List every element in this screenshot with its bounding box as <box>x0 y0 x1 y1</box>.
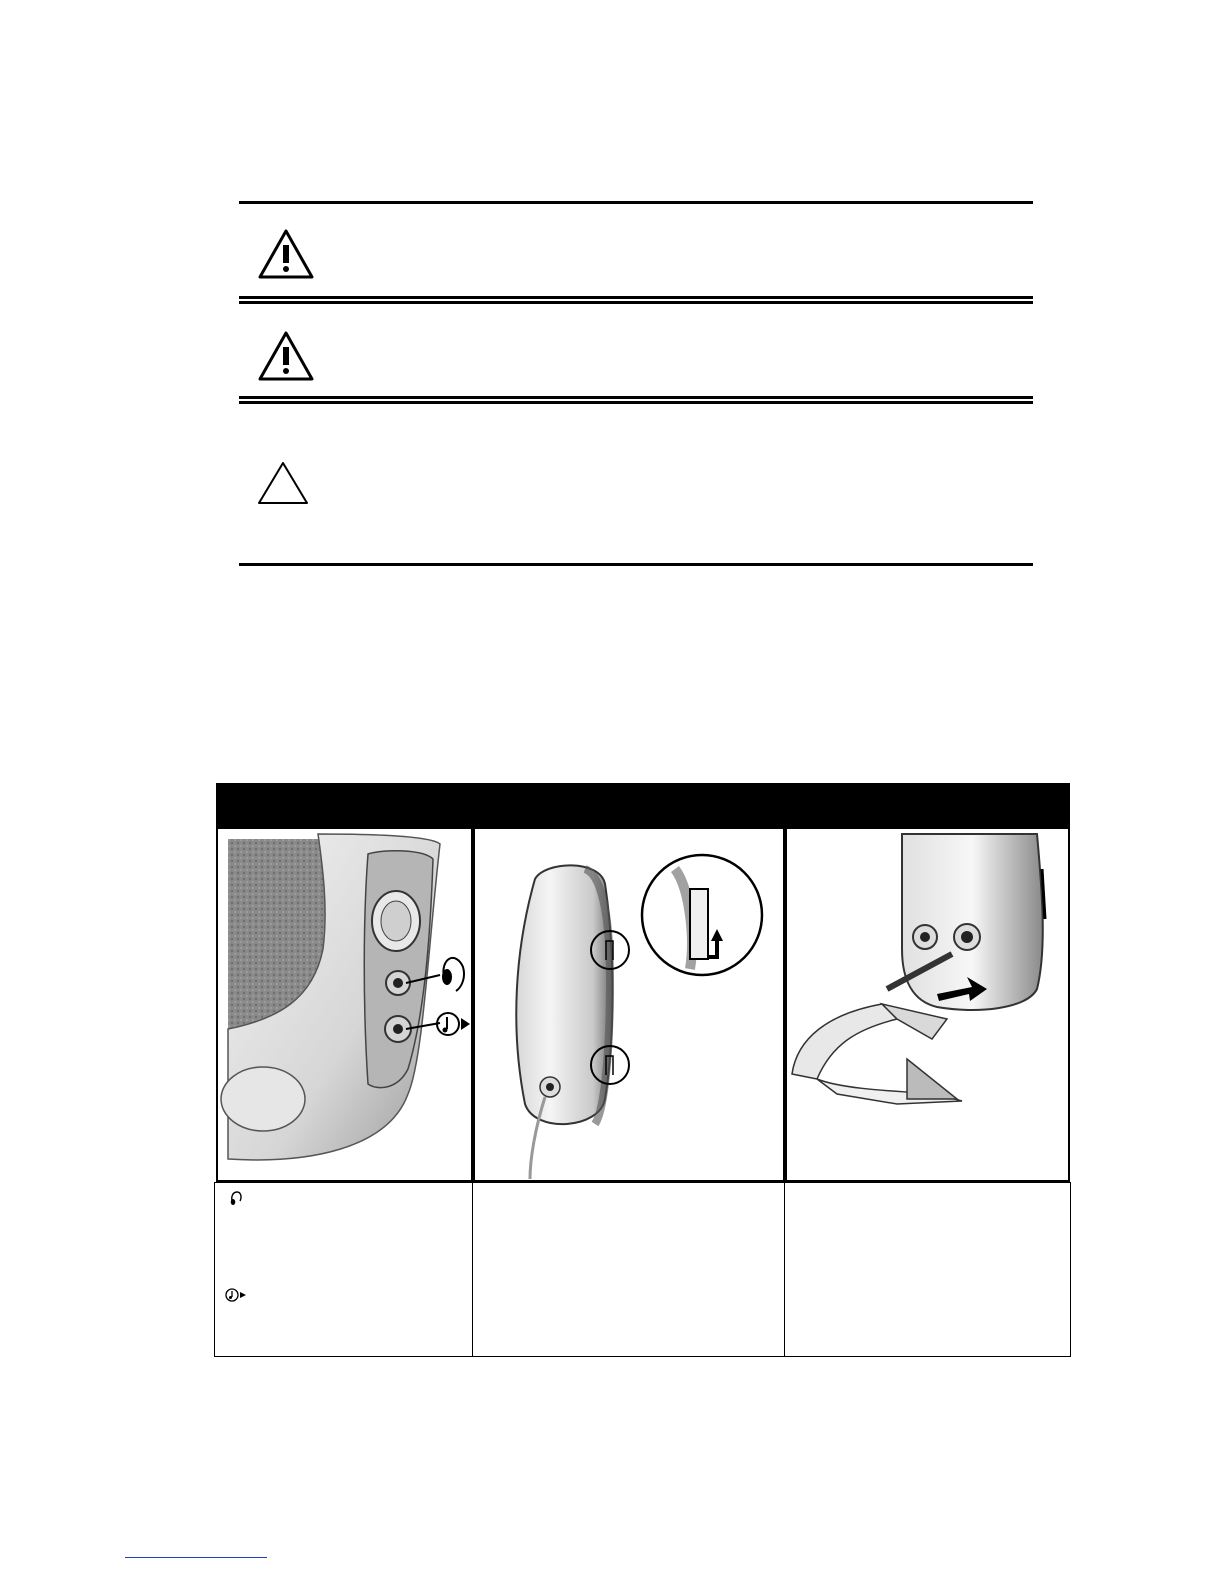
caution-icon <box>256 460 310 506</box>
jack-description-cell <box>214 1182 473 1357</box>
mount-description-cell <box>472 1182 785 1357</box>
notice-divider-rule <box>239 396 1033 399</box>
speaker-mount-slots-illustration <box>473 827 785 1182</box>
stand-description-cell <box>784 1182 1071 1357</box>
audio-in-icon <box>225 1287 247 1303</box>
speaker-stand-illustration <box>785 827 1070 1182</box>
footnote-separator <box>125 1557 267 1558</box>
notice-bottom-rule <box>239 563 1033 566</box>
headphone-icon <box>229 1191 243 1207</box>
notice-top-rule <box>239 201 1033 204</box>
speaker-jacks-illustration <box>216 827 473 1182</box>
figure-table-header <box>216 783 1070 827</box>
notice-divider-rule <box>239 296 1033 299</box>
warning-icon <box>257 330 315 382</box>
notice-divider-rule <box>239 301 1033 304</box>
warning-icon <box>257 228 315 280</box>
notice-divider-rule <box>239 401 1033 404</box>
